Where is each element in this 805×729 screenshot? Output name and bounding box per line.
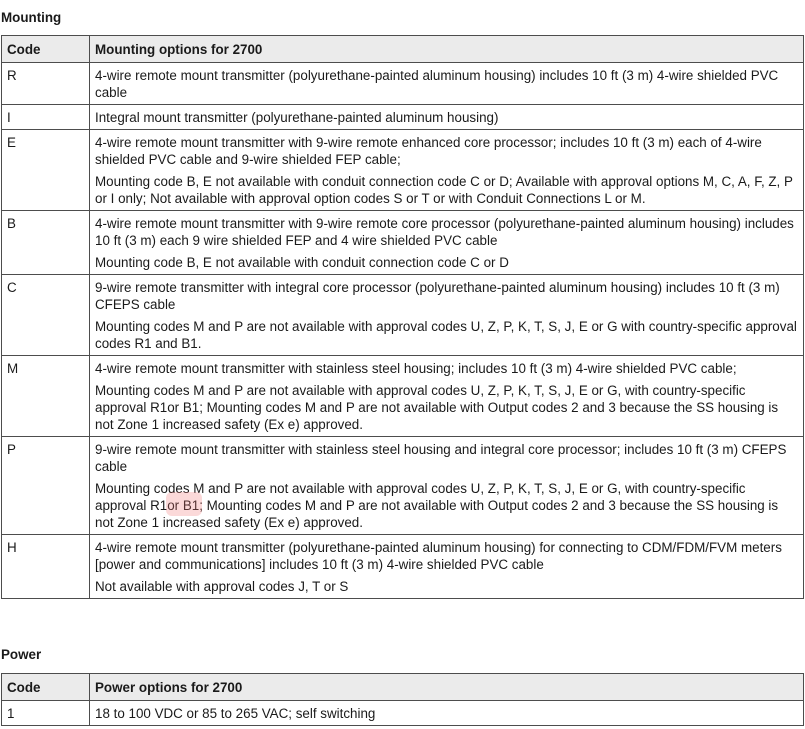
option-note: Mounting codes M and P are not available with approval codes U, Z, P, K, T, S, J, E or G, with country-specific approval R1or B1; Mounting codes M and P are not available with Output codes 2 and 3 because the SS housing is not Zone 1 increased safety (Ex e) approved. (95, 383, 779, 432)
option-description (90, 211, 804, 275)
option-summary: 4-wire remote mount transmitter (polyurethane-painted aluminum housing) includes 10 ft (3 m) 4-wire shielded PVC cable (95, 68, 779, 100)
option-summary: 4-wire remote mount transmitter with 9-wire remote enhanced core processor; includes 10 ft (3 m) each of 4-wire shielded PVC cable and 9-wire shielded FEP cable; (95, 135, 762, 167)
table-header-row (2, 674, 804, 701)
option-code: E (2, 130, 90, 211)
option-description (90, 275, 804, 356)
code-column-header: Code (2, 36, 90, 63)
option-summary: Integral mount transmitter (polyurethane-painted aluminum housing) (95, 110, 499, 125)
table-row (2, 701, 804, 726)
option-code: M (2, 356, 90, 437)
option-summary: 9-wire remote mount transmitter with stainless steel housing and integral core processor; includes 10 ft (3 m) CFEPS cable (95, 442, 787, 474)
option-code: H (2, 535, 90, 599)
description-column-header: Mounting options for 2700 (90, 36, 804, 63)
option-note: Not available with approval codes J, T or S (95, 579, 349, 594)
option-note: Mounting codes M and P are not available with approval codes U, Z, P, K, T, S, J, E or G with country-specific approval codes R1 and B1. (95, 319, 797, 351)
option-note: Mounting codes M and P are not available with approval codes U, Z, P, K, T, S, J, E or G, with country-specific approval R1or B1; Mounting codes M and P are not available with Output codes 2 and 3 because the SS housing is not Zone 1 increased safety (Ex e) approved. (95, 481, 779, 530)
option-code: B (2, 211, 90, 275)
table-row (2, 356, 804, 437)
table-row (2, 211, 804, 275)
option-description (90, 437, 804, 535)
option-code: R (2, 63, 90, 105)
option-note: Mounting code B, E not available with conduit connection code C or D (95, 255, 509, 270)
option-note: Mounting code B, E not available with conduit connection code C or D; Available with approval options M, C, A, F, Z, P or I only; Not available with approval option codes S or T or with Conduit Connections L or M. (95, 174, 793, 206)
table-header-row (2, 36, 804, 63)
mounting-section-title: Mounting (1, 10, 62, 25)
table-row (2, 535, 804, 599)
option-summary: 9-wire remote transmitter with integral core processor (polyurethane-painted aluminum housing) includes 10 ft (3 m) CFEPS cable (95, 280, 780, 312)
option-description (90, 105, 804, 130)
option-code: P (2, 437, 90, 535)
table-row (2, 437, 804, 535)
code-column-header: Code (2, 674, 90, 701)
option-code: 1 (2, 701, 90, 726)
option-summary: 4-wire remote mount transmitter with stainless steel housing; includes 10 ft (3 m) 4-wire shielded PVC cable; (95, 361, 737, 376)
table-row (2, 275, 804, 356)
option-description (90, 535, 804, 599)
description-column-header: Power options for 2700 (90, 674, 804, 701)
power-options-table (1, 673, 804, 726)
option-description (90, 701, 804, 726)
table-row (2, 63, 804, 105)
option-summary: 4-wire remote mount transmitter with 9-wire remote core processor (polyurethane-painted aluminum housing) includes 10 ft (3 m) each 9 wire shielded FEP and 4 wire shielded PVC cable (95, 216, 794, 248)
watermark-mark (166, 492, 202, 516)
option-code: I (2, 105, 90, 130)
power-section-title: Power (1, 647, 42, 662)
option-description (90, 63, 804, 105)
table-row (2, 105, 804, 130)
table-row (2, 130, 804, 211)
option-description (90, 356, 804, 437)
option-description (90, 130, 804, 211)
option-summary: 18 to 100 VDC or 85 to 265 VAC; self switching (95, 706, 376, 721)
mounting-options-table (1, 35, 804, 599)
option-code: C (2, 275, 90, 356)
option-summary: 4-wire remote mount transmitter (polyurethane-painted aluminum housing) for connecting to CDM/FDM/FVM meters [power and communications] includes 10 ft (3 m) 4-wire shielded PVC cable (95, 540, 782, 572)
